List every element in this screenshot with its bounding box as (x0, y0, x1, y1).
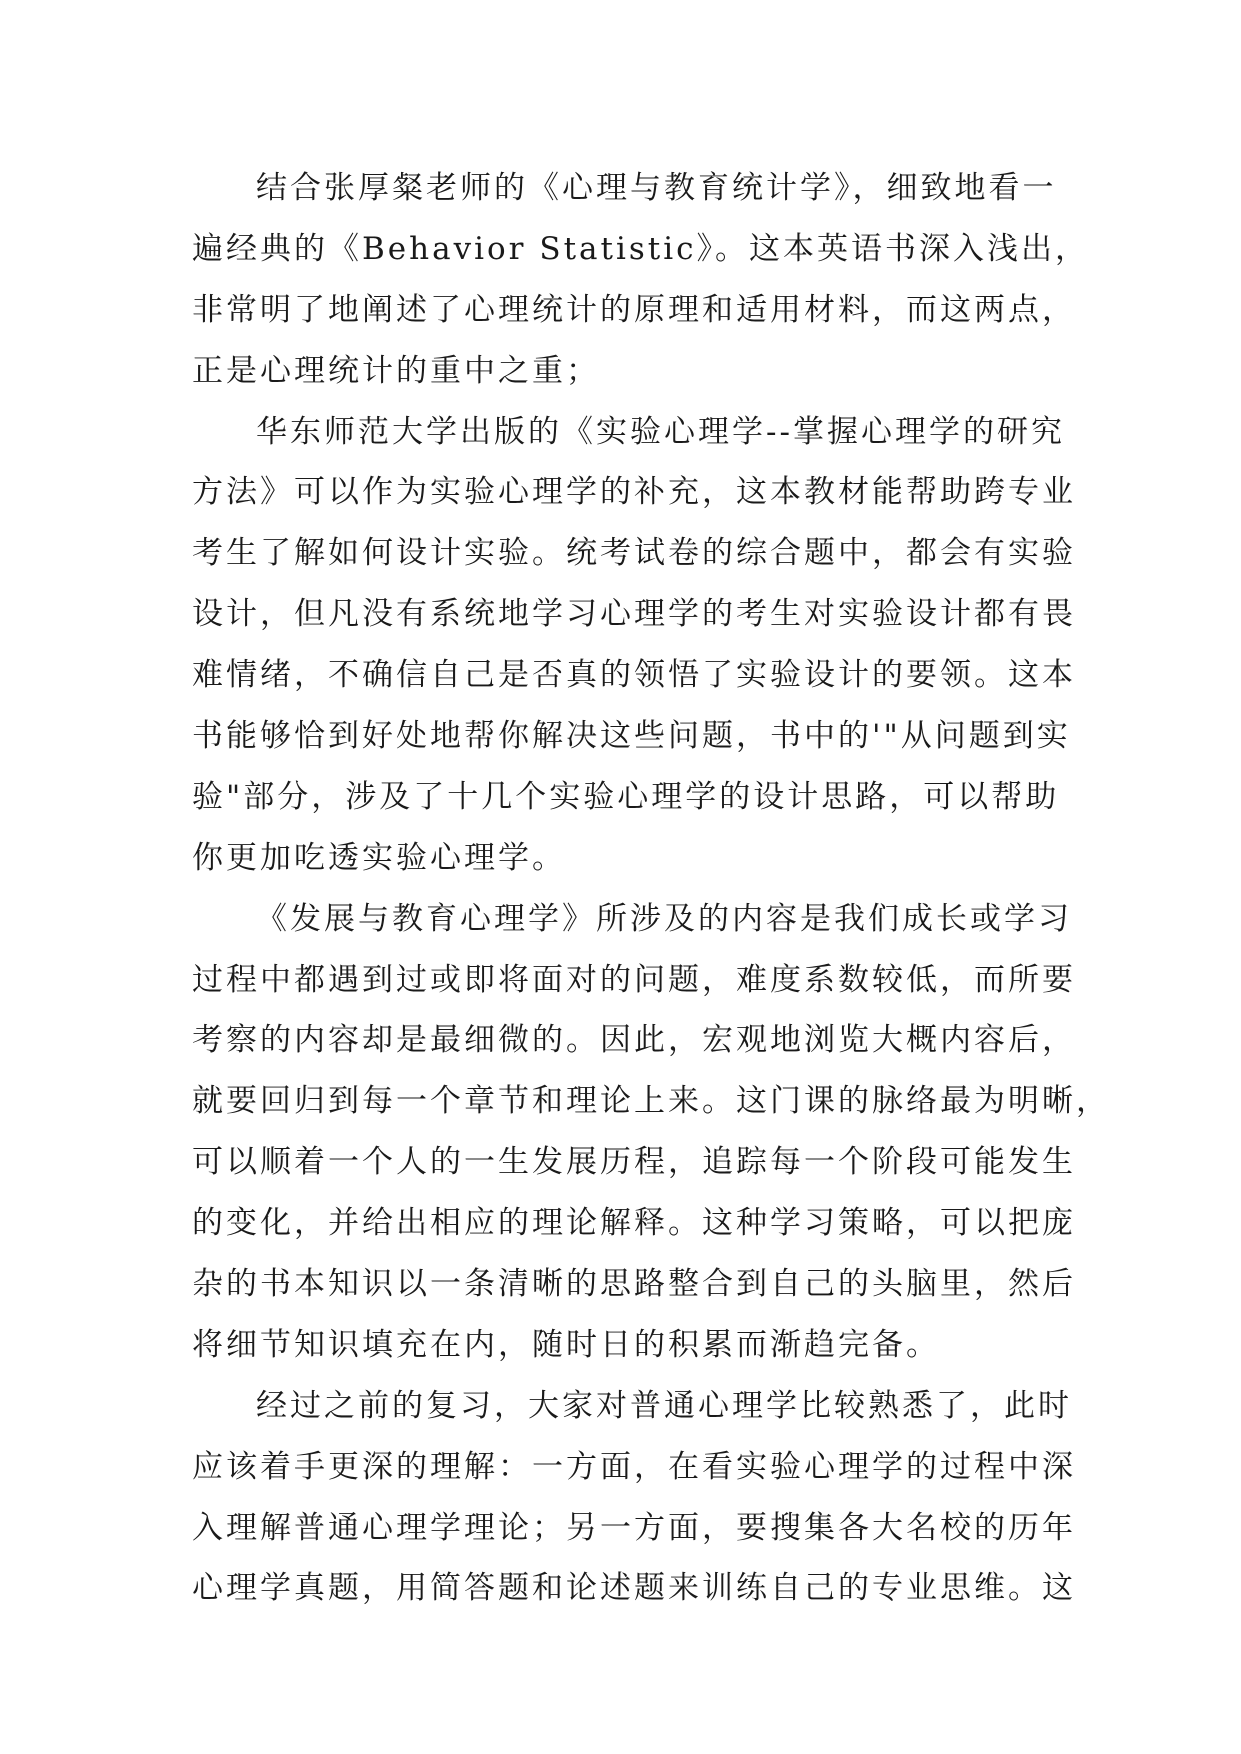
text-line: 考生了解如何设计实验。统考试卷的综合题中，都会有实验 (192, 535, 1076, 572)
text-line: 遍经典的《Behavior Statistic》。这本英语书深入浅出， (192, 230, 1090, 267)
text-line: 正是心理统计的重中之重； (192, 352, 600, 389)
text-line: 就要回归到每一个章节和理论上来。这门课的脉络最为明晰， (192, 1083, 1110, 1120)
text-line: 结合张厚粲老师的《心理与教育统计学》，细致地看一 (256, 170, 1057, 206)
text-line: 难情绪，不确信自己是否真的领悟了实验设计的要领。这本 (192, 657, 1076, 694)
text-line: 华东师范大学出版的《实验心理学--掌握心理学的研究 (256, 413, 1065, 450)
text-line: 应该着手更深的理解：一方面，在看实验心理学的过程中深 (192, 1448, 1076, 1485)
text-line: 可以顺着一个人的一生发展历程，追踪每一个阶段可能发生 (192, 1144, 1076, 1181)
text-line: 心理学真题，用简答题和论述题来训练自己的专业思维。这 (192, 1570, 1076, 1607)
document-body (192, 158, 1110, 1619)
text-line: 考察的内容却是最细微的。因此，宏观地浏览大概内容后， (192, 1022, 1076, 1059)
text-line: 非常明了地阐述了心理统计的原理和适用材料，而这两点， (192, 291, 1076, 328)
text-line: 你更加吃透实验心理学。 (192, 839, 566, 876)
paragraph (192, 158, 1090, 402)
paragraph (192, 889, 1110, 1376)
paragraph (192, 402, 1076, 889)
text-line: 书能够恰到好处地帮你解决这些问题，书中的'"从问题到实 (192, 718, 1071, 755)
text-line: 过程中都遇到过或即将面对的问题，难度系数较低，而所要 (192, 961, 1076, 998)
text-line: 将细节知识填充在内，随时日的积累而渐趋完备。 (192, 1326, 940, 1363)
text-line: 杂的书本知识以一条清晰的思路整合到自己的头脑里，然后 (192, 1266, 1076, 1303)
text-line: 《发展与教育心理学》所涉及的内容是我们成长或学习 (256, 900, 1072, 937)
paragraph (192, 1376, 1076, 1620)
text-line: 设计，但凡没有系统地学习心理学的考生对实验设计都有畏 (192, 596, 1076, 633)
text-line: 验"部分，涉及了十几个实验心理学的设计思路，可以帮助 (192, 778, 1060, 815)
text-line: 方法》可以作为实验心理学的补充，这本教材能帮助跨专业 (192, 474, 1076, 511)
text-line: 经过之前的复习，大家对普通心理学比较熟悉了，此时 (256, 1387, 1072, 1424)
text-line: 入理解普通心理学理论；另一方面，要搜集各大名校的历年 (192, 1509, 1076, 1546)
text-line: 的变化，并给出相应的理论解释。这种学习策略，可以把庞 (192, 1205, 1076, 1242)
